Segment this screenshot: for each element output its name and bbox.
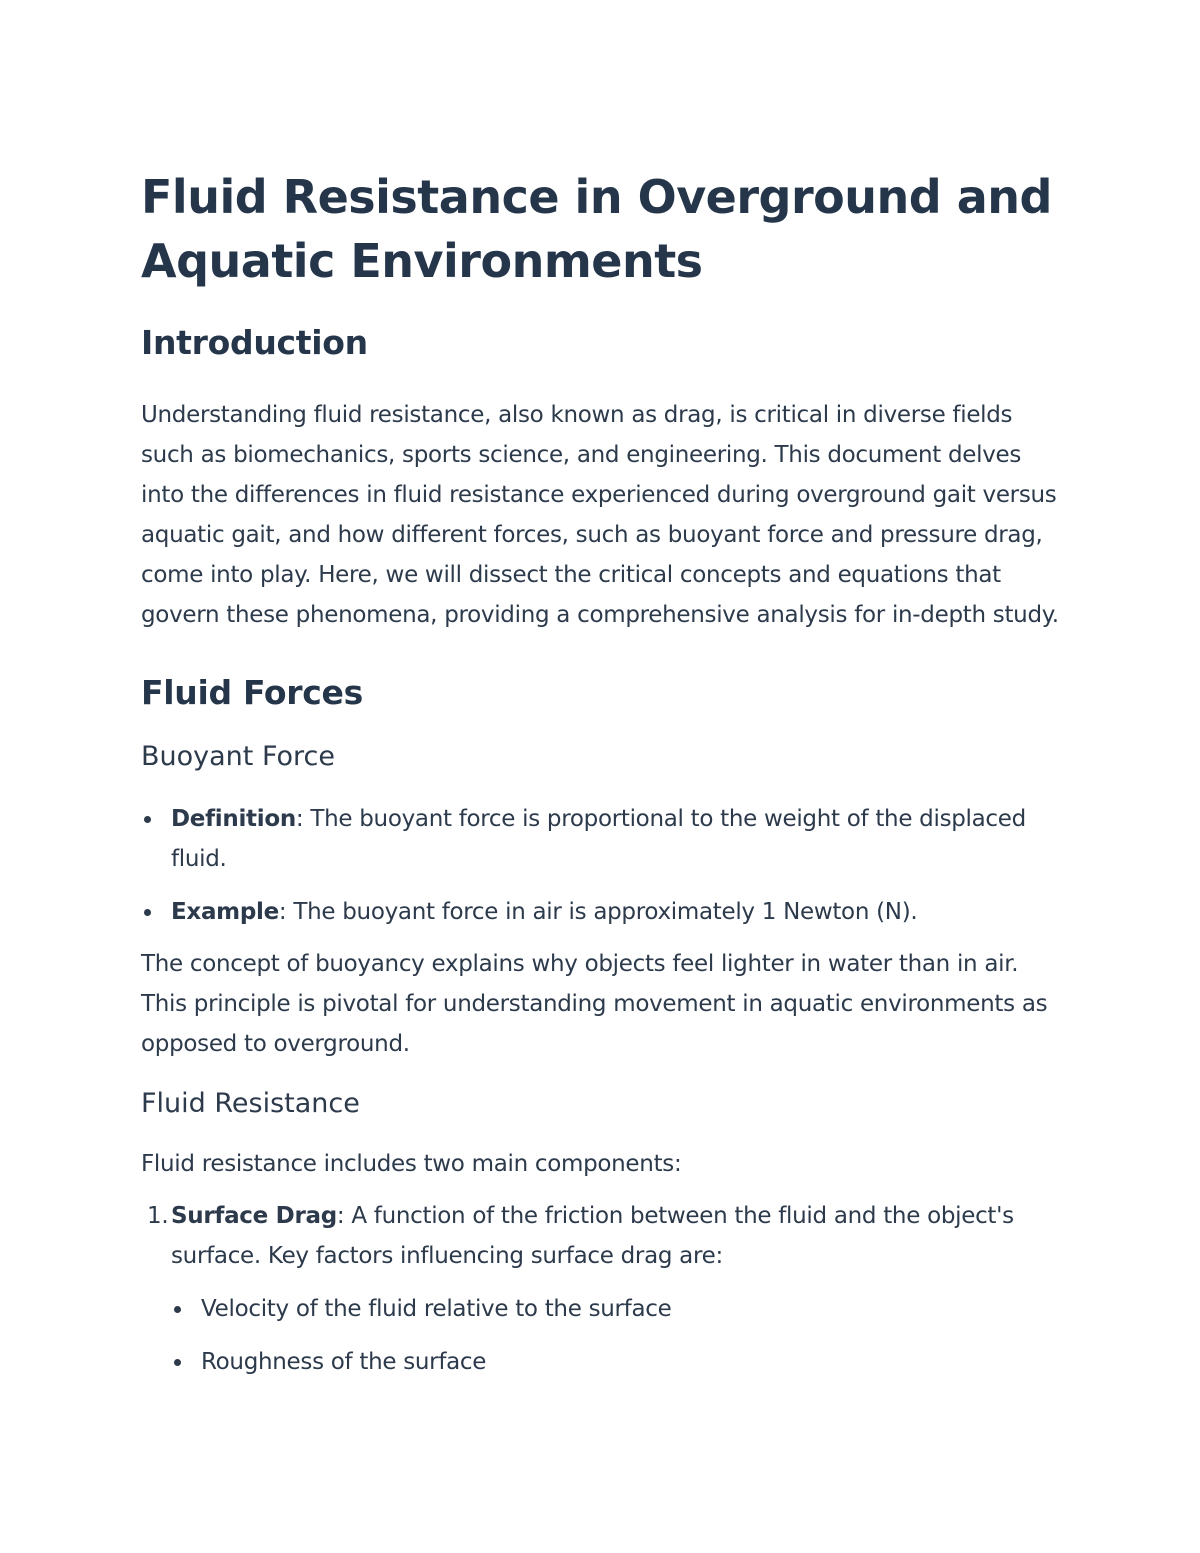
document-content <box>141 165 1061 1382</box>
definition-text: : The buoyant force is proportional to the weight of the displaced fluid. <box>171 806 1026 872</box>
buoyant-force-heading: Buoyant Force <box>141 741 336 772</box>
surface-drag-factors-list <box>171 1289 1061 1382</box>
surface-drag-label: Surface Drag <box>171 1203 337 1229</box>
list-item-example <box>141 892 1061 932</box>
document-title: Fluid Resistance in Overground and Aquatic Environments <box>141 170 1052 288</box>
introduction-heading: Introduction <box>141 323 368 362</box>
list-item-surface-drag <box>141 1196 1061 1382</box>
fluid-resistance-heading: Fluid Resistance <box>141 1088 360 1119</box>
example-label: Example <box>171 899 279 925</box>
introduction-paragraph: Understanding fluid resistance, also known as drag, is critical in diverse fields such as biomechanics, sports science, and engineering. This document delves into the differences in fluid resistance experienced during overground gait versus aquatic gait, and how different forces, such as buoyant force and pressure drag, come into play. Here, we will dissect the critical concepts and equations that govern these phenomena, providing a comprehensive analysis for in-depth study. <box>141 402 1059 628</box>
list-item-roughness: Roughness of the surface <box>171 1342 1061 1382</box>
definition-label: Definition <box>171 806 296 832</box>
buoyancy-paragraph: The concept of buoyancy explains why objects feel lighter in water than in air. This principle is pivotal for understanding movement in aquatic environments as opposed to overground. <box>141 951 1048 1057</box>
list-number: 1. <box>147 1203 169 1229</box>
fluid-resistance-paragraph: Fluid resistance includes two main components: <box>141 1151 682 1177</box>
list-item-velocity: Velocity of the fluid relative to the surface <box>171 1289 1061 1329</box>
fluid-forces-heading: Fluid Forces <box>141 673 363 712</box>
surface-drag-text: : A function of the friction between the fluid and the object's surface. Key factors influencing surface drag are: <box>171 1203 1014 1269</box>
buoyant-force-list <box>141 799 1061 932</box>
fluid-resistance-components-list <box>141 1196 1061 1382</box>
example-text: : The buoyant force in air is approximately 1 Newton (N). <box>278 899 918 925</box>
list-item-definition <box>141 799 1061 879</box>
